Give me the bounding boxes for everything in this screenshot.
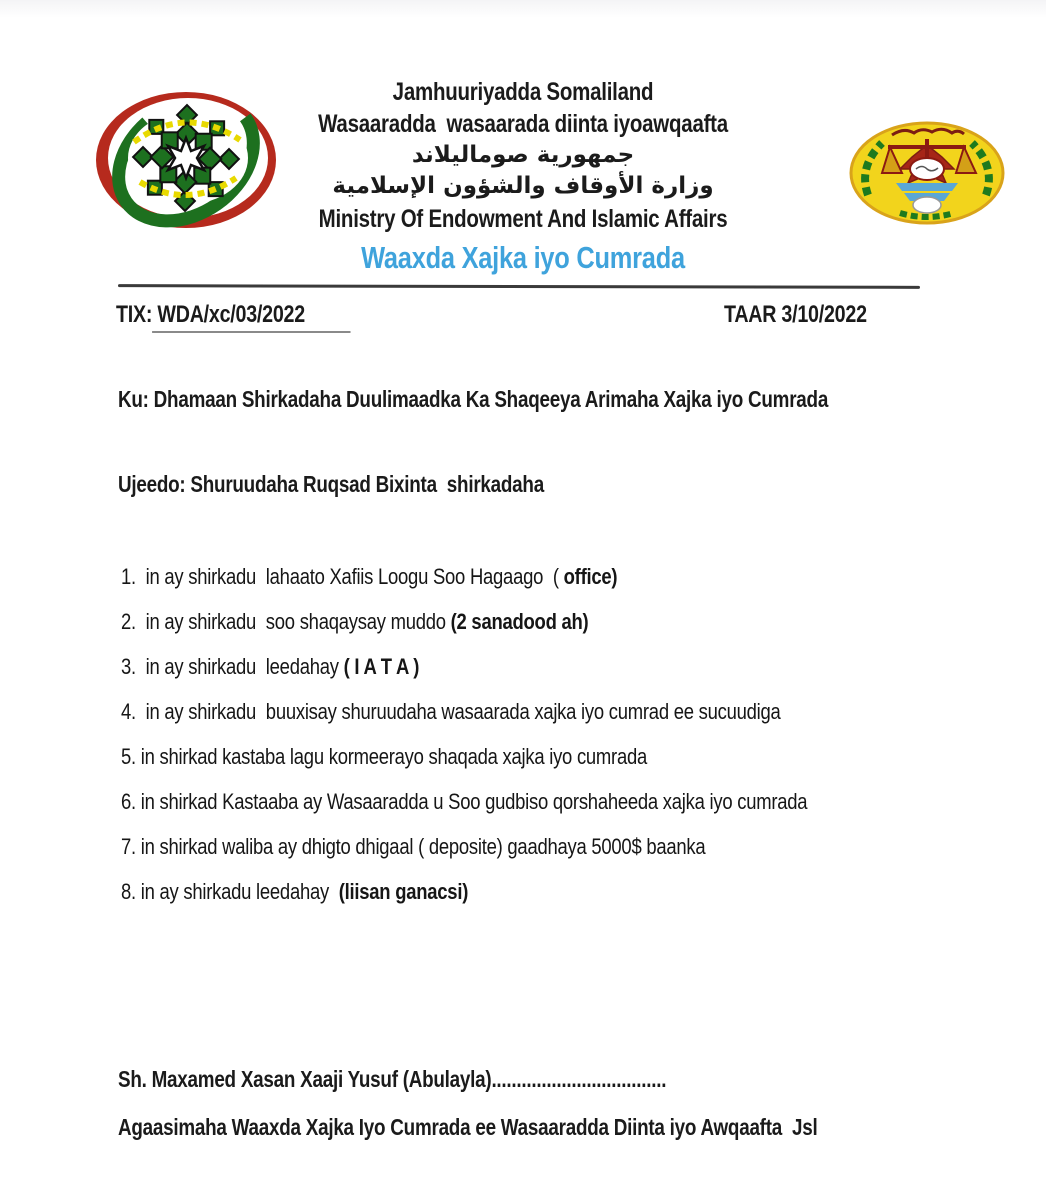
reference-number <box>116 301 402 329</box>
letterhead-ministry-english: Ministry Of Endowment And Islamic Affairs <box>318 205 728 233</box>
header-divider-line <box>118 284 920 289</box>
requirement-item-8: 8. in ay shirkadu leedahay (liisan ganacsi) <box>121 879 469 904</box>
requirement-item-5: 5. in shirkad kastaba lagu kormeerayo shaqada xajka iyo cumrada <box>121 744 648 769</box>
letterhead-department-title: Waaxda Xajka iyo Cumrada <box>361 240 685 275</box>
letterhead <box>0 76 1046 278</box>
letterhead-country-somali: Jamhuuriyadda Somaliland <box>392 78 654 106</box>
requirement-item-1: 1. in ay shirkadu lahaato Xafiis Loogu Soo Hagaago ( office) <box>121 564 618 589</box>
letterhead-country-arabic: جمهورية صوماليلاند <box>411 142 635 168</box>
requirement-item-4: 4. in ay shirkadu buuxisay shuruudaha wasaarada xajka iyo cumrad ee sucuudiga <box>121 699 781 724</box>
letter-date: TAAR 3/10/2022 <box>724 301 867 328</box>
tix-value: WDA/xc/03/2022 <box>152 301 351 333</box>
addressee-line: Ku: Dhamaan Shirkadaha Duulimaadka Ka Shaqeeya Arimaha Xajka iyo Cumrada <box>118 386 829 412</box>
letterhead-ministry-somali: Wasaaradda wasaarada diinta iyoawqaafta <box>318 110 728 138</box>
tix-label: TIX: <box>116 301 153 328</box>
subject-line: Ujeedo: Shuruudaha Ruqsad Bixinta shirkadaha <box>118 471 544 497</box>
requirement-item-7: 7. in shirkad waliba ay dhigto dhigaal ( deposite) gaadhaya 5000$ baanka <box>121 834 706 859</box>
letterhead-ministry-arabic: وزارة الأوقاف والشؤون الإسلامية <box>332 173 714 199</box>
requirement-item-6: 6. in shirkad Kastaaba ay Wasaaradda u Soo gudbiso qorshaheeda xajka iyo cumrada <box>121 789 808 814</box>
requirement-item-3: 3. in ay shirkadu leedahay ( I A T A ) <box>121 654 420 679</box>
requirements-list <box>121 564 1006 924</box>
signatory-name-line: Sh. Maxamed Xasan Xaaji Yusuf (Abulayla)................................... <box>118 1066 667 1092</box>
requirement-item-2: 2. in ay shirkadu soo shaqaysay muddo (2 sanadood ah) <box>121 609 589 634</box>
signatory-title-line: Agaasimaha Waaxda Xajka Iyo Cumrada ee Wasaaradda Diinta iyo Awqaafta Jsl <box>118 1114 818 1140</box>
